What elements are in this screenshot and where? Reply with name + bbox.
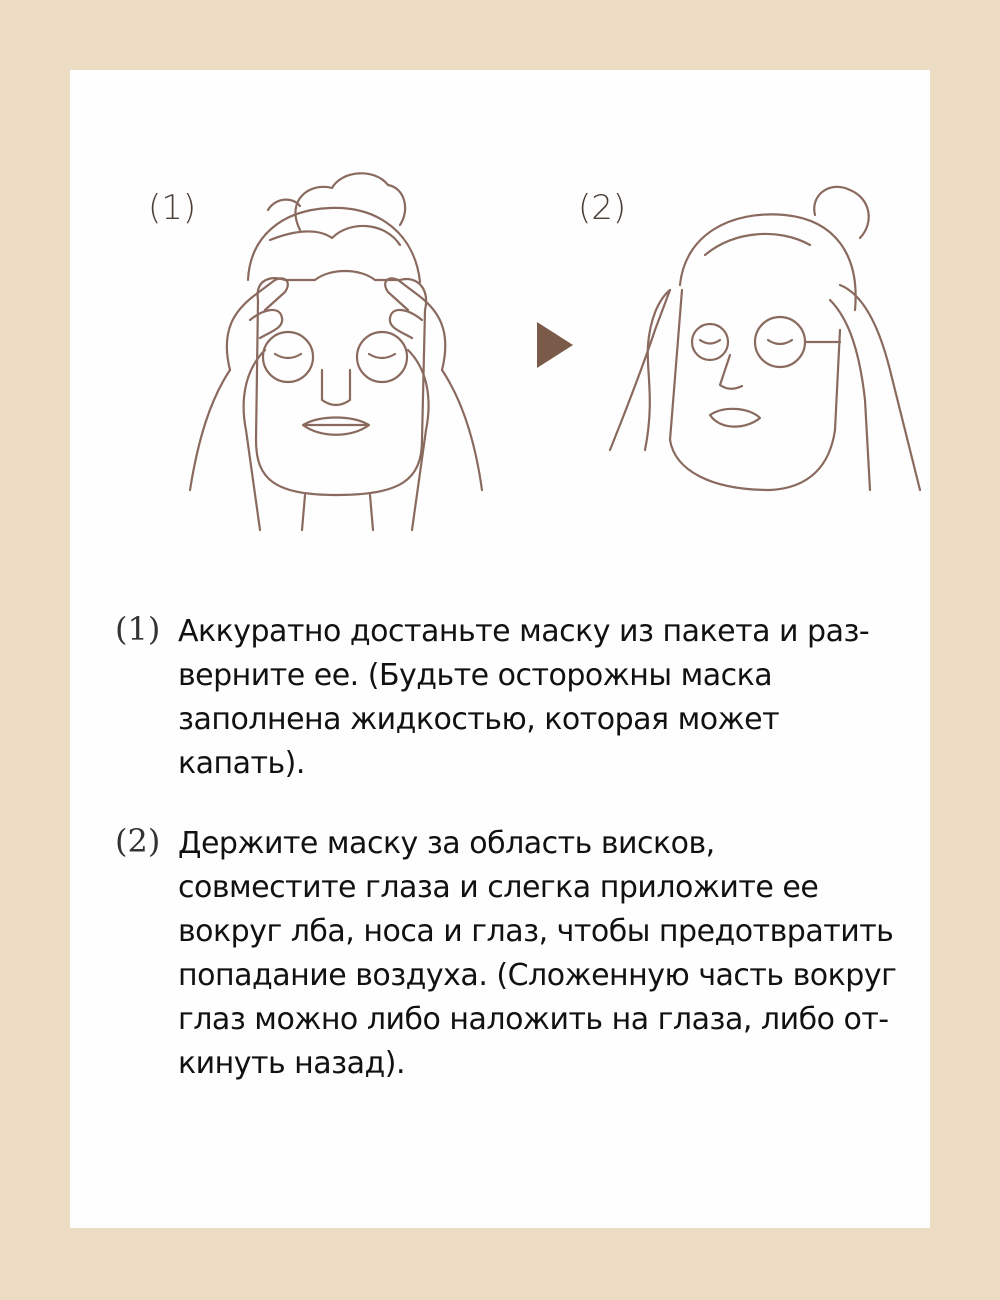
- step-1-text: [178, 610, 918, 786]
- step-2-line: кинуть назад).: [178, 1046, 405, 1081]
- figure-2-label: (2): [578, 188, 627, 228]
- illustration-area: [70, 70, 930, 590]
- step-2-line: глаз можно либо наложить на глаза, либо от-: [178, 1002, 889, 1037]
- step-2-text: [178, 822, 918, 1086]
- triangle-right-icon: [537, 322, 573, 368]
- step-1-line: заполнена жидкостью, которая может: [178, 702, 780, 737]
- step-2-line: совместите глаза и слегка приложите ее: [178, 870, 819, 905]
- instruction-card: [70, 70, 930, 1228]
- step-1-line: верните ее. (Будьте осторожны маска: [178, 658, 773, 693]
- step-1-line: Аккуратно достаньте маску из пакета и раз-: [178, 614, 870, 649]
- figure-2-drawing: [610, 187, 920, 490]
- step-1-line: капать).: [178, 746, 305, 781]
- step-2-line: попадание воздуха. (Сложенную часть вокруг: [178, 958, 897, 993]
- step-1-number: (1): [115, 610, 161, 648]
- step-2-line: Держите маску за область висков,: [178, 826, 715, 861]
- figure-1-label: (1): [148, 188, 197, 228]
- step-2-line: вокруг лба, носа и глаз, чтобы предотвратить: [178, 914, 894, 949]
- face-mask-illustration: [70, 70, 930, 590]
- step-2-number: (2): [115, 822, 161, 860]
- figure-1-drawing: [190, 173, 482, 530]
